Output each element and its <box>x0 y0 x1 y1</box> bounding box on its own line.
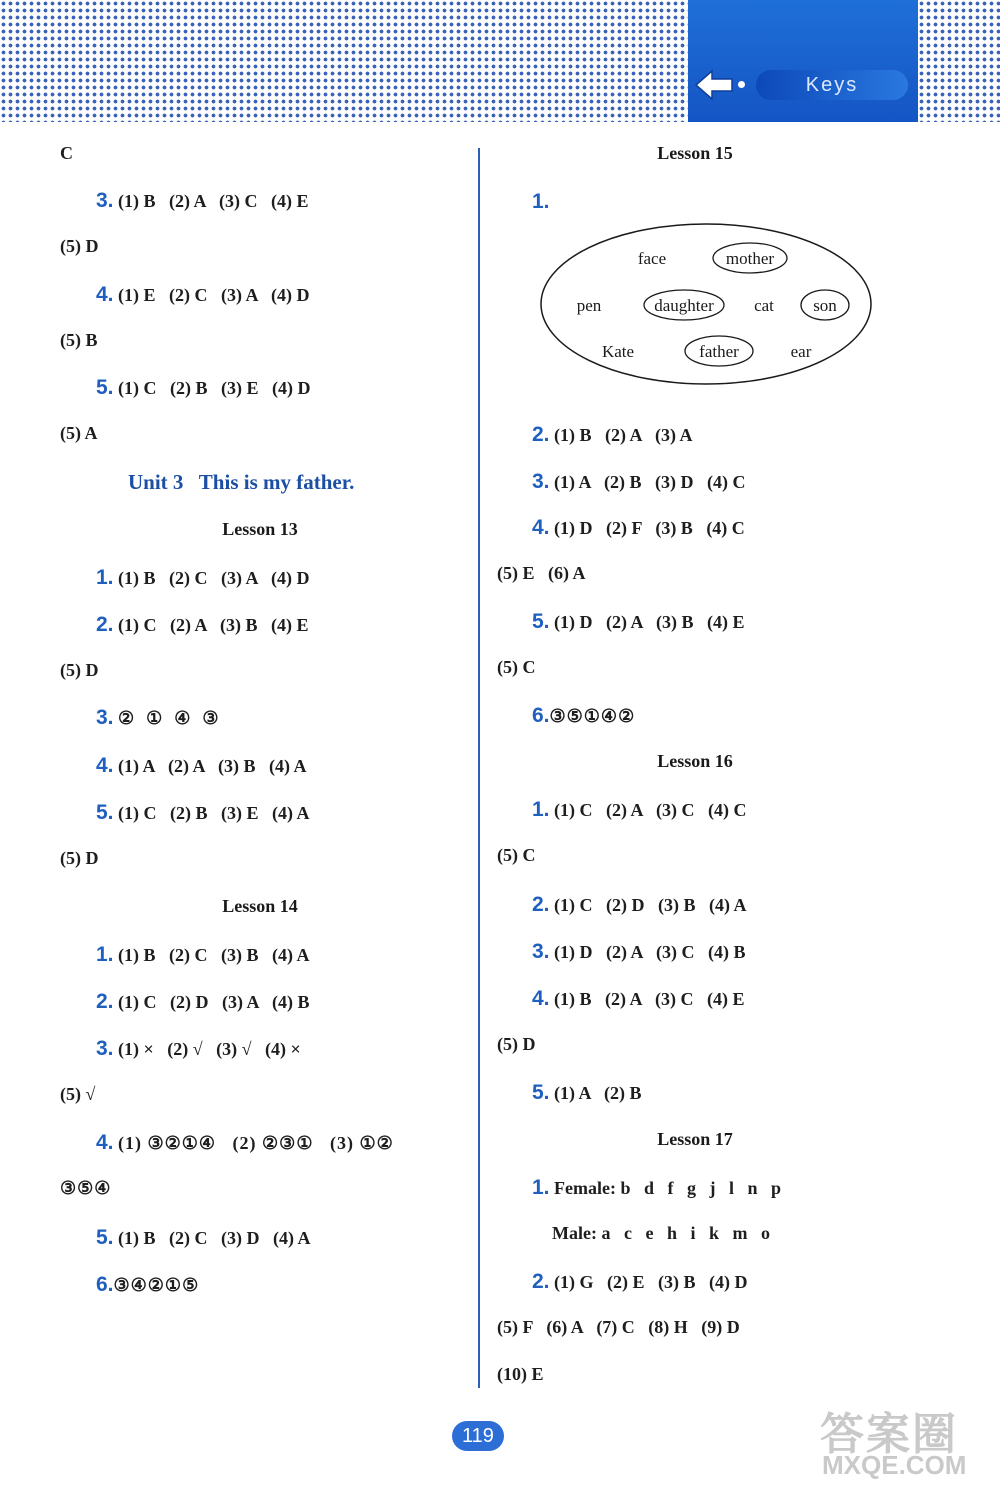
question-6: 6.③④②①⑤ <box>96 1273 200 1296</box>
question-4: 4. (1) ③②①④ (2) ②③① (3) ①② <box>96 1131 394 1154</box>
question-4: 4. (1) D (2) F (3) B (4) C <box>532 516 745 539</box>
answer-line: C <box>60 143 73 163</box>
question-3: 3. (1) × (2) √ (3) √ (4) × <box>96 1037 301 1060</box>
word-kate: Kate <box>601 342 635 361</box>
question-2: 2. (1) B (2) A (3) A <box>532 423 693 446</box>
answer-line: (5) E (6) A <box>497 563 586 583</box>
question-1: 1. (1) B (2) C (3) B (4) A <box>96 943 310 966</box>
question-5: 5. (1) D (2) A (3) B (4) E <box>532 610 745 633</box>
word-pen: pen <box>576 296 602 315</box>
question-3: 3. (1) B (2) A (3) C (4) E <box>96 189 309 212</box>
question-1: 1. <box>532 190 550 213</box>
question-6: 6.③⑤①④② <box>532 704 636 727</box>
answer-line: (5) F (6) A (7) C (8) H (9) D <box>497 1317 740 1337</box>
answer-line: ③⑤④ <box>60 1178 112 1198</box>
question-2: 2. (1) G (2) E (3) B (4) D <box>532 1270 748 1293</box>
lesson-title: Lesson 17 <box>657 1129 733 1149</box>
question-1: 1. Female: b d f g j l n p <box>532 1176 782 1199</box>
back-arrow-icon <box>694 68 734 102</box>
answer-subline: Male: a c e h i k m o <box>552 1223 770 1243</box>
answer-line: (5) D <box>60 236 99 256</box>
question-5: 5. (1) B (2) C (3) D (4) A <box>96 1226 311 1249</box>
question-4: 4. (1) B (2) A (3) C (4) E <box>532 987 745 1010</box>
word-mother: mother <box>725 249 775 268</box>
question-5: 5. (1) C (2) B (3) E (4) A <box>96 801 310 824</box>
question-3: 3. (1) A (2) B (3) D (4) C <box>532 470 746 493</box>
header-keys-label: Keys <box>756 70 908 100</box>
answer-line: (10) E <box>497 1364 544 1384</box>
word-ellipse-diagram <box>538 222 874 386</box>
question-4: 4. (1) A (2) A (3) B (4) A <box>96 754 307 777</box>
lesson-title: Lesson 13 <box>222 519 298 539</box>
question-5: 5. (1) C (2) B (3) E (4) D <box>96 376 311 399</box>
page-number: 119 <box>452 1421 504 1451</box>
header-keys-box <box>688 0 918 122</box>
lesson-title: Lesson 14 <box>222 896 298 916</box>
watermark-logo: 答案圈 <box>820 1410 958 1459</box>
question-2: 2. (1) C (2) D (3) A (4) B <box>96 990 310 1013</box>
word-daughter: daughter <box>654 296 714 315</box>
question-2: 2. (1) C (2) D (3) B (4) A <box>532 893 747 916</box>
question-3: 3. (1) D (2) A (3) C (4) B <box>532 940 746 963</box>
header-dot-icon <box>738 81 745 88</box>
answer-line: (5) D <box>60 848 99 868</box>
word-ear: ear <box>790 342 812 361</box>
question-3: 3. ② ① ④ ③ <box>96 706 220 729</box>
column-divider <box>478 148 480 1388</box>
answer-line: (5) C <box>497 845 536 865</box>
question-1: 1. (1) C (2) A (3) C (4) C <box>532 798 747 821</box>
answer-line: (5) √ <box>60 1084 96 1104</box>
question-2: 2. (1) C (2) A (3) B (4) E <box>96 613 309 636</box>
lesson-title: Lesson 16 <box>657 751 733 771</box>
watermark-url: MXQE.COM <box>822 1450 967 1480</box>
word-son: son <box>813 296 837 315</box>
answer-line: (5) D <box>497 1034 536 1054</box>
answer-line: (5) B <box>60 330 98 350</box>
word-cat: cat <box>754 296 774 315</box>
answer-line: (5) A <box>60 423 98 443</box>
answer-line: (5) D <box>60 660 99 680</box>
question-5: 5. (1) A (2) B <box>532 1081 642 1104</box>
unit-title: Unit 3 This is my father. <box>128 470 355 494</box>
answer-line: (5) C <box>497 657 536 677</box>
header-dot-pattern <box>0 0 688 122</box>
question-1: 1. (1) B (2) C (3) A (4) D <box>96 566 310 589</box>
word-face: face <box>637 249 667 268</box>
question-4: 4. (1) E (2) C (3) A (4) D <box>96 283 310 306</box>
word-father: father <box>699 342 739 361</box>
header-dot-pattern-right <box>918 0 1000 122</box>
lesson-title: Lesson 15 <box>657 143 733 163</box>
